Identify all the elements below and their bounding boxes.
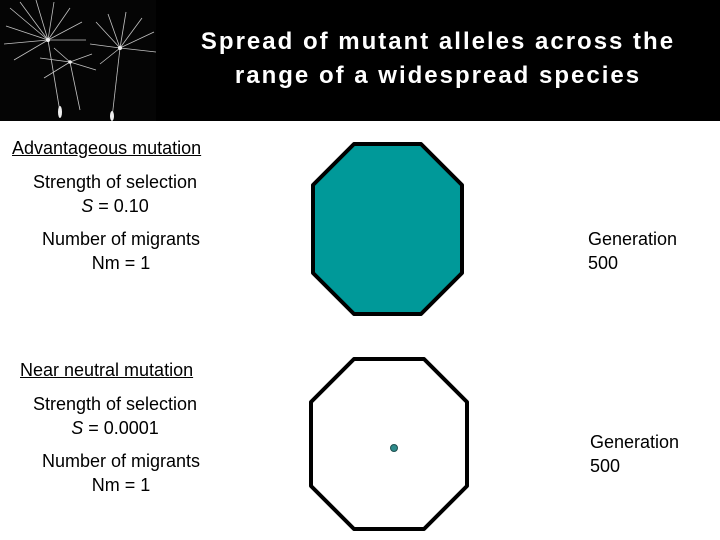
selection-label-2: Strength of selection xyxy=(32,394,198,414)
generation-value-1: 500 xyxy=(588,253,619,273)
selection-value-1 xyxy=(10,194,220,218)
mutant-origin-dot xyxy=(391,445,398,452)
migrants-value-2: Nm = 1 xyxy=(91,475,151,495)
selection-value-2 xyxy=(10,416,220,440)
advantageous-heading: Advantageous mutation xyxy=(12,138,202,158)
slide-title xyxy=(156,0,720,121)
slide-title-text: Spread of mutant alleles across the range of a widespread species xyxy=(200,27,676,89)
allele-fill-region-2 xyxy=(311,359,467,529)
selection-label-1: Strength of selection xyxy=(32,172,198,192)
selection-symbol-2: S xyxy=(71,418,84,438)
generation-label-2: Generation xyxy=(590,432,680,452)
near-neutral-heading: Near neutral mutation xyxy=(20,360,194,380)
selection-symbol-1: S xyxy=(81,196,94,216)
slide-header xyxy=(0,0,720,121)
migrants-label-2: Number of migrants xyxy=(41,451,201,471)
generation-label-1: Generation xyxy=(588,229,678,249)
selection-number-1: = 0.10 xyxy=(93,196,149,216)
migrants-value-1: Nm = 1 xyxy=(91,253,151,273)
selection-number-2: = 0.0001 xyxy=(83,418,159,438)
allele-fill-region-1 xyxy=(313,144,462,314)
migrants-label-1: Number of migrants xyxy=(41,229,201,249)
species-range-octagon-2 xyxy=(305,355,475,533)
dandelion-seeds-image xyxy=(0,0,156,121)
species-range-octagon-1 xyxy=(305,140,470,318)
generation-value-2: 500 xyxy=(590,456,621,476)
